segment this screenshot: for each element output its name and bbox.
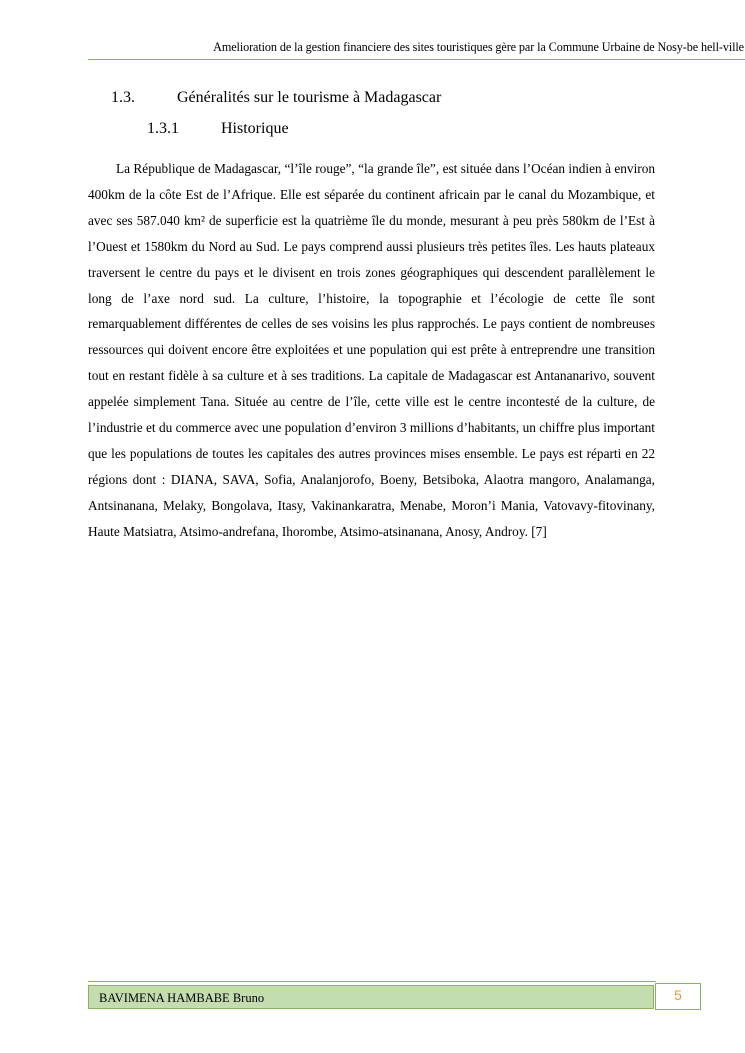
section-title: Généralités sur le tourisme à Madagascar (177, 89, 442, 106)
section-heading (111, 88, 441, 108)
body-paragraph: La République de Madagascar, “l’île rouge”, “la grande île”, est située dans l’Océan indien à environ 400km de la côte Est de l’Afrique. Elle est séparée du continent africain par le canal du Mozambique, et avec ses 587.040 km² de superficie est la quatrième île du monde, mesurant à peu près 580km de l’Est à l’Ouest et 1580km du Nord au Sud. Le pays comprend aussi plusieurs très petites îles. Les hauts plateaux traversent le centre du pays et le divisent en trois zones géographiques qui descendent parallèlement le long de l’axe nord sud. La culture, l’histoire, la topographie et l’écologie de cette île sont remarquablement différentes de celles de ses voisins les plus rapprochés. Le pays contient de nombreuses ressources qui doivent encore être exploitées et une population qui est prête à entreprendre une transition tout en restant fidèle à sa culture et à ses traditions. La capitale de Madagascar est Antananarivo, souvent appelée simplement Tana. Située au centre de l’île, cette ville est le centre incontesté de la culture, de l’industrie et du commerce avec une population d’environ 3 millions d’habitants, un chiffre plus important que les populations de toutes les capitales des autres provinces mises ensemble. Le pays est réparti en 22 régions dont : DIANA, SAVA, Sofia, Analanjorofo, Boeny, Betsiboka, Alaotra mangoro, Analamanga, Antsinanana, Melaky, Bongolava, Itasy, Vakinankaratra, Menabe, Moron’i Mania, Vatovavy-fitovinany, Haute Matsiatra, Atsimo-andrefana, Ihorombe, Atsimo-atsinanana, Anosy, Androy. [7] (88, 161, 655, 539)
subsection-title: Historique (221, 120, 289, 137)
page-number-box (655, 983, 701, 1010)
footer-bar (88, 985, 654, 1009)
header-divider (88, 59, 745, 60)
section-number: 1.3. (111, 89, 135, 106)
footer-divider (88, 981, 656, 982)
subsection-number: 1.3.1 (147, 120, 179, 137)
page-number: 5 (674, 987, 682, 1003)
footer-author: BAVIMENA HAMBABE Bruno (99, 991, 265, 1005)
running-header: Amelioration de la gestion financiere des sites touristiques gère par la Commune Urbaine de Nosy-be hell-ville (213, 40, 744, 54)
subsection-heading (147, 119, 289, 139)
